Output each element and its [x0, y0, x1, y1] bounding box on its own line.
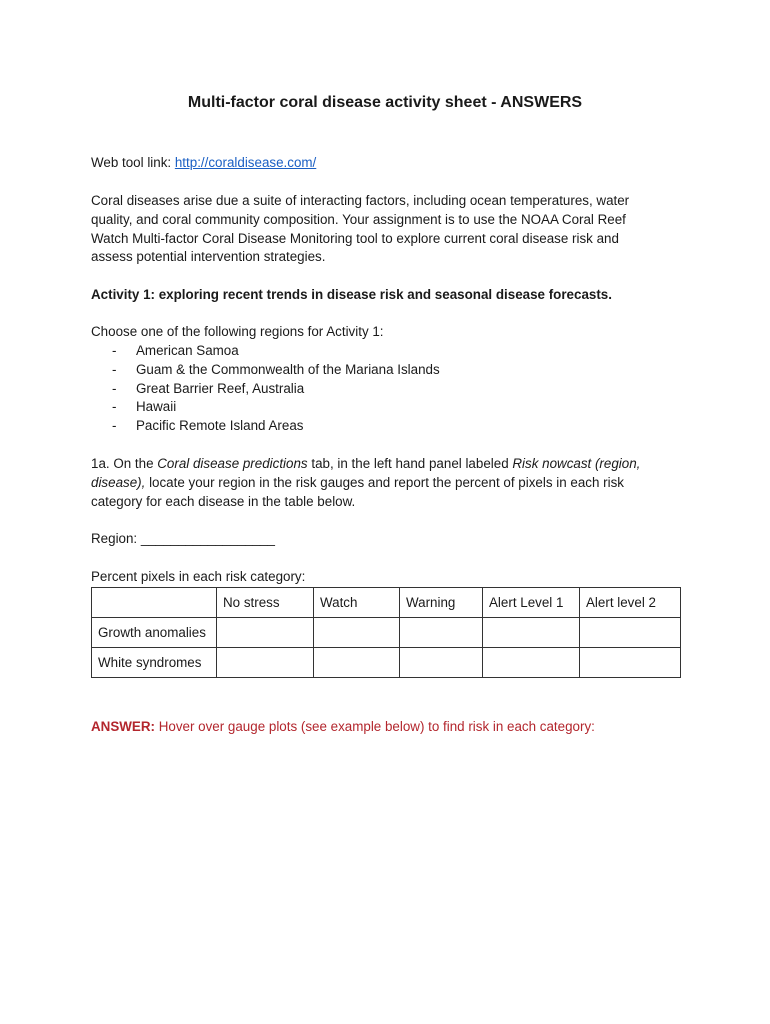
table-cell[interactable]	[314, 618, 400, 648]
question-tab-name: Coral disease predictions	[157, 456, 308, 471]
region-name: Guam & the Commonwealth of the Mariana Islands	[136, 361, 440, 377]
list-item: - Pacific Remote Island Areas	[112, 418, 304, 434]
list-item: - Hawaii	[112, 399, 177, 415]
table-cell[interactable]	[483, 648, 580, 678]
table-cell[interactable]	[400, 648, 483, 678]
percent-label: Percent pixels in each risk category:	[91, 569, 306, 584]
web-tool-line	[91, 154, 691, 173]
region-field: Region: __________________	[91, 531, 275, 546]
table-cell[interactable]	[580, 648, 681, 678]
region-name: Pacific Remote Island Areas	[136, 418, 304, 434]
question-text: 1a. On the	[91, 456, 158, 471]
question-line	[91, 474, 691, 493]
question-line: category for each disease in the table below.	[91, 493, 356, 509]
intro-line: Watch Multi-factor Coral Disease Monitoring tool to explore current coral disease risk and	[91, 230, 619, 246]
answer-line	[91, 719, 595, 734]
table-cell[interactable]	[580, 618, 681, 648]
table-header-cell: Watch	[314, 588, 400, 618]
table-header-row	[92, 588, 681, 618]
table-cell[interactable]	[483, 618, 580, 648]
web-tool-link[interactable]: http://coraldisease.com/	[174, 155, 317, 170]
question-panel-name: Risk nowcast (region,	[512, 456, 641, 471]
table-header-cell: Alert Level 1	[483, 588, 580, 618]
table-row-label: Growth anomalies	[92, 618, 217, 648]
table-cell[interactable]	[314, 648, 400, 678]
intro-line: quality, and coral community composition. Your assignment is to use the NOAA Coral Reef	[91, 211, 626, 227]
table-header-cell: Alert level 2	[580, 588, 681, 618]
answer-label: ANSWER:	[91, 719, 155, 734]
table-cell[interactable]	[400, 618, 483, 648]
question-text: locate your region in the risk gauges and report the percent of pixels in each risk	[145, 474, 624, 490]
intro-line: Coral diseases arise due a suite of interacting factors, including ocean temperatures, water	[91, 193, 630, 208]
list-item: - American Samoa	[112, 343, 239, 358]
question-1a	[91, 455, 691, 511]
question-text: tab, in the left hand panel labeled	[307, 456, 513, 471]
page-title: Multi-factor coral disease activity sheet - ANSWERS	[187, 94, 583, 111]
intro-line: assess potential intervention strategies.	[91, 249, 326, 265]
list-item: - Great Barrier Reef, Australia	[112, 380, 305, 396]
region-list	[112, 342, 440, 436]
table-row	[92, 618, 681, 648]
table-header-cell	[92, 588, 217, 618]
list-item: - Guam & the Commonwealth of the Mariana Islands	[112, 361, 440, 377]
region-name: Hawaii	[136, 399, 177, 415]
table-header-cell: No stress	[217, 588, 314, 618]
choose-regions-text: Choose one of the following regions for Activity 1:	[91, 324, 384, 339]
answer-text: Hover over gauge plots (see example below) to find risk in each category:	[154, 719, 595, 734]
question-panel-name: disease),	[91, 474, 146, 490]
region-name: Great Barrier Reef, Australia	[136, 380, 305, 396]
table-row-label: White syndromes	[92, 648, 217, 678]
table-row	[92, 648, 681, 678]
region-name: American Samoa	[136, 343, 239, 358]
table-cell[interactable]	[217, 648, 314, 678]
intro-paragraph	[91, 192, 691, 267]
activity1-heading: Activity 1: exploring recent trends in disease risk and seasonal disease forecasts.	[91, 287, 612, 302]
risk-table	[91, 587, 681, 678]
web-tool-label: Web tool link:	[91, 155, 175, 170]
table-cell[interactable]	[217, 618, 314, 648]
table-header-cell: Warning	[400, 588, 483, 618]
question-line	[91, 455, 691, 474]
